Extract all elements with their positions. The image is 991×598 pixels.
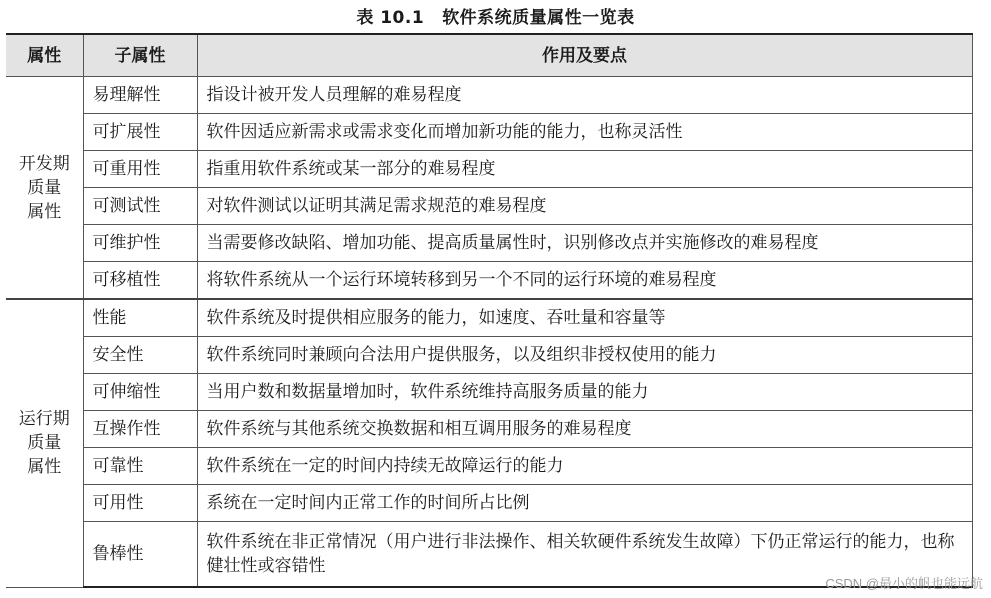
description-cell: 软件系统及时提供相应服务的能力，如速度、吞吐量和容量等	[197, 299, 972, 337]
sub-attribute-cell: 鲁棒性	[83, 522, 197, 588]
description-cell: 当需要修改缺陷、增加功能、提高质量属性时，识别修改点并实施修改的难易程度	[197, 225, 972, 262]
description-cell: 将软件系统从一个运行环境转移到另一个不同的运行环境的难易程度	[197, 262, 972, 300]
sub-attribute-cell: 可用性	[83, 485, 197, 522]
table-header-row	[6, 34, 972, 77]
attribute-group-label-line: 运行期	[18, 409, 70, 430]
table-row	[6, 299, 972, 337]
sub-attribute-cell: 互操作性	[83, 411, 197, 448]
header-attribute: 属性	[6, 34, 83, 77]
table-row	[6, 411, 972, 448]
attribute-group-label-line: 开发期	[18, 153, 70, 174]
table-number: 表 10.1	[356, 8, 425, 28]
description-cell: 软件系统与其他系统交换数据和相互调用服务的难易程度	[197, 411, 972, 448]
attribute-group-cell	[6, 77, 83, 300]
table-row	[6, 485, 972, 522]
header-purpose: 作用及要点	[197, 34, 972, 77]
attribute-group-label-line: 属性	[27, 201, 62, 222]
table-row	[6, 77, 972, 114]
quality-attributes-table	[6, 33, 973, 588]
sub-attribute-cell: 可重用性	[83, 151, 197, 188]
description-cell: 当用户数和数据量增加时，软件系统维持高服务质量的能力	[197, 374, 972, 411]
attribute-group-label-line: 质量	[27, 177, 62, 198]
sub-attribute-cell: 可移植性	[83, 262, 197, 300]
attribute-group-label-line: 质量	[27, 433, 62, 454]
description-cell: 系统在一定时间内正常工作的时间所占比例	[197, 485, 972, 522]
table-row	[6, 151, 972, 188]
watermark: CSDN @最小的帆也能远航	[825, 576, 983, 591]
sub-attribute-cell: 可靠性	[83, 448, 197, 485]
table-row	[6, 262, 972, 300]
sub-attribute-cell: 安全性	[83, 337, 197, 374]
header-sub-attribute: 子属性	[83, 34, 197, 77]
description-cell: 软件系统同时兼顾向合法用户提供服务，以及组织非授权使用的能力	[197, 337, 972, 374]
attribute-group-label-line: 属性	[27, 457, 62, 478]
sub-attribute-cell: 性能	[83, 299, 197, 337]
sub-attribute-cell: 易理解性	[83, 77, 197, 114]
sub-attribute-cell: 可扩展性	[83, 114, 197, 151]
description-cell: 指重用软件系统或某一部分的难易程度	[197, 151, 972, 188]
table-row	[6, 114, 972, 151]
table-row	[6, 188, 972, 225]
sub-attribute-cell: 可维护性	[83, 225, 197, 262]
sub-attribute-cell: 可测试性	[83, 188, 197, 225]
description-cell: 对软件测试以证明其满足需求规范的难易程度	[197, 188, 972, 225]
attribute-group-cell	[6, 299, 83, 587]
table-body	[6, 77, 972, 588]
sub-attribute-cell: 可伸缩性	[83, 374, 197, 411]
table-row	[6, 337, 972, 374]
description-cell: 指设计被开发人员理解的难易程度	[197, 77, 972, 114]
description-cell: 软件因适应新需求或需求变化而增加新功能的能力，也称灵活性	[197, 114, 972, 151]
table-row	[6, 448, 972, 485]
table-caption	[0, 3, 991, 28]
table-row	[6, 225, 972, 262]
description-cell: 软件系统在一定的时间内持续无故障运行的能力	[197, 448, 972, 485]
description-cell: 软件系统在非正常情况（用户进行非法操作、相关软硬件系统发生故障）下仍正常运行的能力，也称健壮性或容错性	[197, 522, 972, 588]
table-title: 软件系统质量属性一览表	[442, 8, 635, 28]
table-row	[6, 374, 972, 411]
